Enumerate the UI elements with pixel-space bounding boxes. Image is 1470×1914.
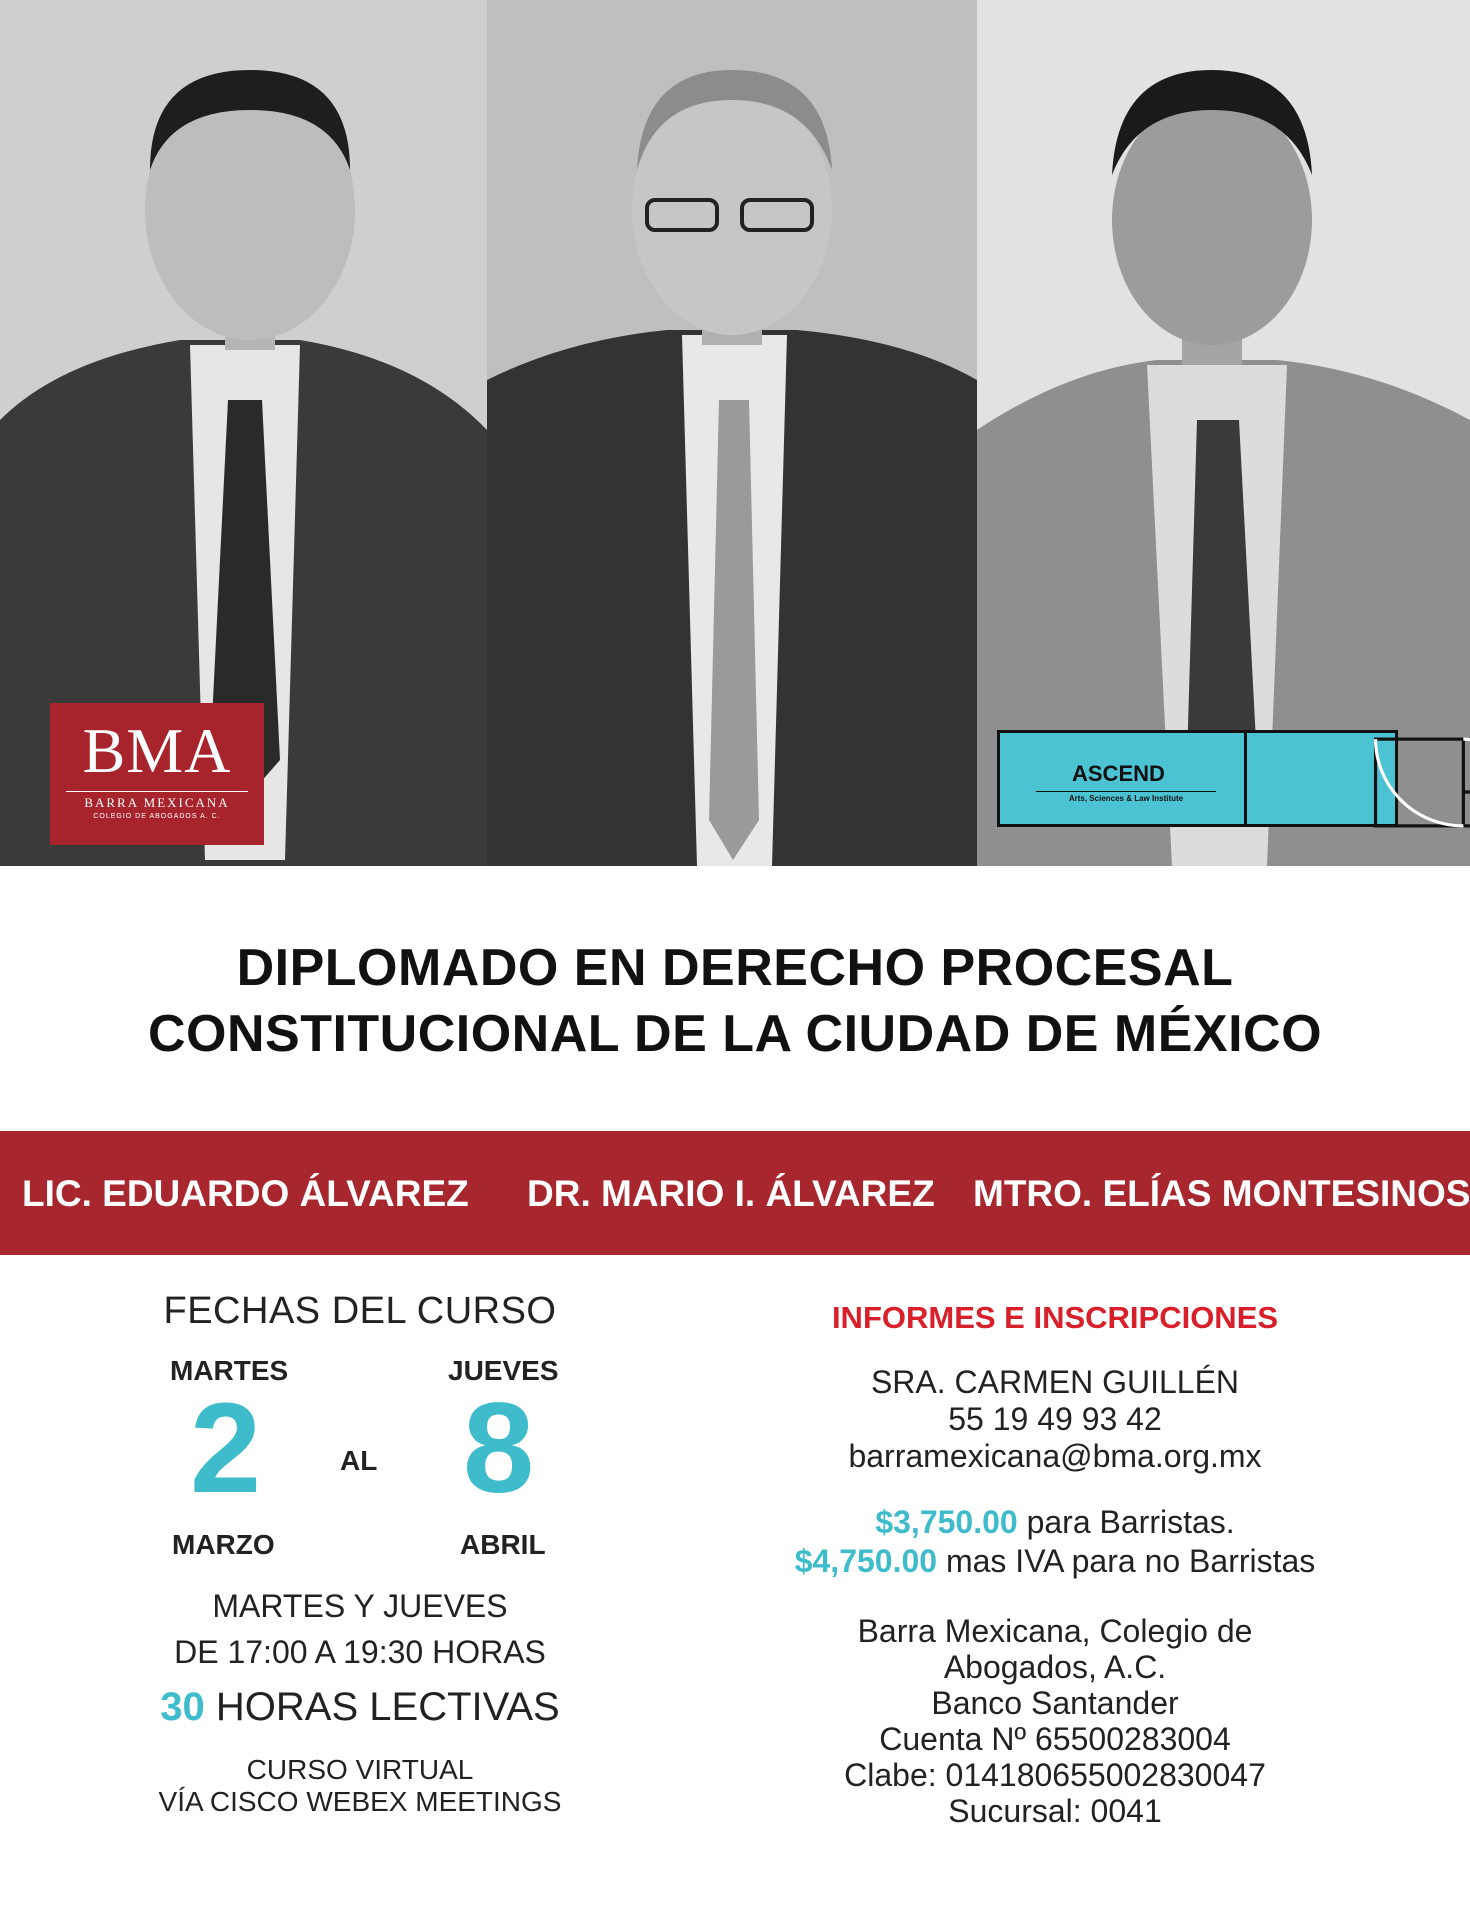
lecturers-band — [0, 1131, 1470, 1255]
start-month: MARZO — [172, 1529, 275, 1560]
end-number: 8 — [463, 1377, 535, 1520]
bank-line: Clabe: 014180655002830047 — [844, 1757, 1266, 1793]
price-no-barristas-text: mas IVA para no Barristas — [945, 1543, 1316, 1579]
course-dates-section — [150, 1290, 570, 1818]
date-connector: AL — [340, 1445, 378, 1476]
bma-logo — [50, 703, 264, 845]
ascend-logo-word: ASCEND — [1072, 761, 1165, 786]
bma-logo-sub: COLEGIO DE ABOGADOS A. C. — [93, 813, 221, 820]
price-no-barristas — [760, 1542, 1350, 1581]
teaching-hours — [150, 1685, 570, 1730]
start-day: MARTES — [170, 1355, 289, 1386]
photo-elias-montesinos — [977, 0, 1470, 866]
course-title-line2: CONSTITUCIONAL DE LA CIUDAD DE MÉXICO — [147, 1005, 1323, 1063]
contact-phone: 55 19 49 93 42 — [948, 1401, 1162, 1437]
bank-line: Cuenta Nº 65500283004 — [879, 1721, 1231, 1757]
end-month: ABRIL — [460, 1529, 546, 1560]
contact-name: SRA. CARMEN GUILLÉN — [870, 1364, 1240, 1400]
schedule-hours: DE 17:00 A 19:30 HORAS — [174, 1634, 546, 1670]
bank-line: Sucursal: 0041 — [948, 1793, 1162, 1829]
contact-email: barramexicana@bma.org.mx — [848, 1438, 1262, 1474]
schedule — [150, 1583, 570, 1675]
virtual-line-1: CURSO VIRTUAL — [246, 1754, 474, 1785]
course-dates-heading: FECHAS DEL CURSO — [163, 1290, 557, 1332]
bank-line: Banco Santander — [931, 1685, 1179, 1721]
price-no-barristas-amount: $4,750.00 — [794, 1543, 938, 1579]
speaker-photos — [0, 0, 1470, 866]
course-title — [0, 935, 1470, 1067]
price-barristas-text: para Barristas. — [1026, 1504, 1235, 1540]
info-section — [760, 1300, 1350, 1829]
teaching-hours-number: 30 — [160, 1685, 205, 1729]
info-heading: INFORMES E INSCRIPCIONES — [831, 1300, 1279, 1335]
schedule-days: MARTES Y JUEVES — [212, 1588, 508, 1624]
bma-logo-name: BARRA MEXICANA — [66, 791, 248, 811]
lecturer-3: MTRO. ELÍAS MONTESINOS — [973, 1173, 1470, 1214]
end-day: JUEVES — [448, 1355, 559, 1386]
golden-spiral-icon — [1250, 737, 1470, 828]
prices-block — [760, 1503, 1350, 1581]
price-barristas — [760, 1503, 1350, 1542]
date-range — [150, 1355, 570, 1560]
virtual-line-2: VÍA CISCO WEBEX MEETINGS — [158, 1786, 562, 1817]
ascend-logo — [997, 730, 1398, 827]
photo-mario-alvarez — [487, 0, 977, 866]
bank-line: Abogados, A.C. — [943, 1649, 1167, 1685]
photo-eduardo-alvarez — [0, 0, 487, 866]
teaching-hours-label: HORAS LECTIVAS — [215, 1685, 560, 1729]
ascend-logo-tagline: Arts, Sciences & Law Institute — [1036, 791, 1216, 803]
course-title-line1: DIPLOMADO EN DERECHO PROCESAL — [236, 939, 1234, 997]
ascend-logo-divider — [1244, 733, 1247, 824]
contact-block — [760, 1364, 1350, 1475]
lecturer-2: DR. MARIO I. ÁLVAREZ — [527, 1173, 935, 1214]
bank-line: Barra Mexicana, Colegio de — [857, 1613, 1253, 1649]
lecturer-1: LIC. EDUARDO ÁLVAREZ — [22, 1173, 469, 1214]
bank-details — [760, 1613, 1350, 1829]
start-number: 2 — [190, 1377, 262, 1520]
price-barristas-amount: $3,750.00 — [875, 1504, 1018, 1540]
bma-logo-mark: BMA — [82, 715, 232, 786]
virtual-course-note — [150, 1754, 570, 1818]
